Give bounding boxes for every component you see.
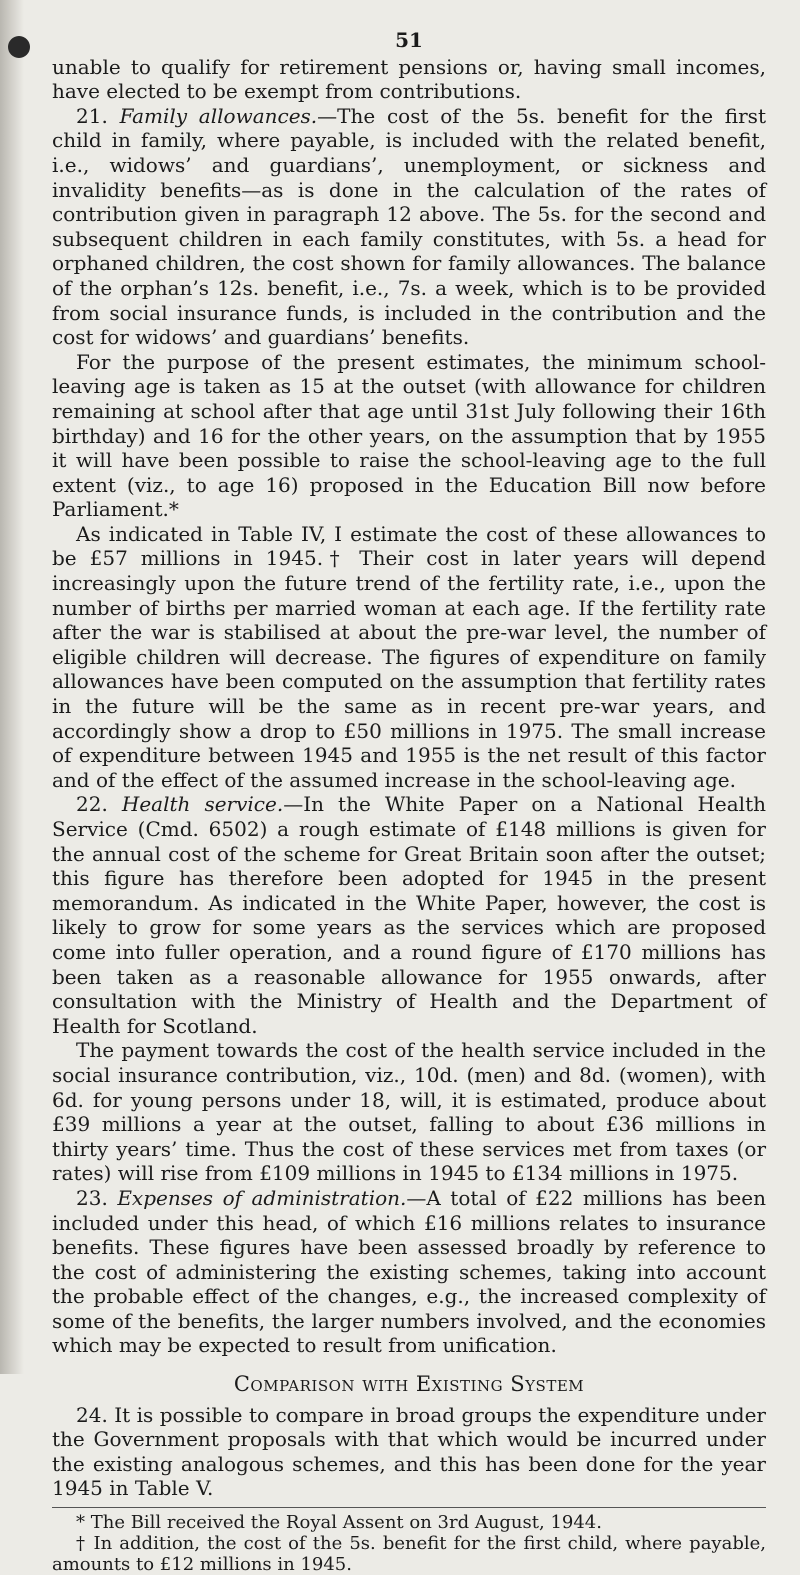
document-page: [52, 28, 766, 1575]
paragraph-heading: Expenses of administration.: [117, 1185, 407, 1210]
paragraph: [52, 522, 766, 793]
page-number: 51: [395, 28, 423, 52]
paragraph-number: 22.: [76, 792, 108, 817]
paragraph-number: 21.: [76, 103, 108, 128]
paragraph-text: For the purpose of the present estimates, the minimum school-leaving age is taken as 15 at the outset (with allowance for children remaining at school after that age until 31st July following their 16th birthday) and 16 for the other years, on the assumption that by 1955 it will have been possible to raise the school-leaving age to the full extent (viz., to age 16) proposed in the Education Bill now before Parliament.*: [52, 349, 766, 522]
page-shadow-edge: [0, 0, 24, 1374]
footnotes: [52, 1512, 766, 1575]
paragraph-number: 23.: [76, 1185, 108, 1210]
paragraph-text: —In the White Paper on a National Health Service (Cmd. 6502) a rough estimate of £148 millions is given for the annual cost of the scheme for Great Britain soon after the outset; this figure has therefore been adopted for 1945 in the present memorandum. As indicated in the White Paper, however, the cost is likely to grow for some years as the services which are proposed come into fuller operation, and a round figure of £170 millions has been taken as a reasonable allowance for 1955 onwards, after consultation with the Ministry of Health and the Department of Health for Scotland.: [52, 792, 766, 1038]
paragraph-22: [52, 792, 766, 1038]
paragraph-text: —A total of £22 millions has been included under this head, of which £16 millions relates to insurance benefits. These figures have been assessed broadly by reference to the cost of administering the existing schemes, taking into account the probable effect of the changes, e.g., the increased complexity of some of the benefits, the larger numbers involved, and the economies which may be expected to result from unification.: [52, 1185, 766, 1358]
paragraph-text: —The cost of the 5s. benefit for the first child in family, where payable, is included with the related benefit, i.e., widows’ and guardians’, unemployment, or sickness and invalidity benefits—as is done in the calculation of the rates of contribution given in paragraph 12 above. The 5s. for the second and subsequent children in each family constitutes, with 5s. a head for orphaned children, the cost shown for family allowances. The balance of the orphan’s 12s. benefit, i.e., 7s. a week, which is to be provided from social insurance funds, is included in the contribution and the cost for widows’ and guardians’ benefits.: [52, 103, 766, 350]
paragraph-continuation: [52, 55, 766, 104]
footnote-divider: [52, 1507, 766, 1508]
footnote: * The Bill received the Royal Assent on 3rd August, 1944.: [76, 1512, 602, 1534]
paragraph-21: [52, 104, 766, 350]
paragraph-text: As indicated in Table IV, I estimate the cost of these allowances to be £57 millions in 1945.† Their cost in later years will depend increasingly upon the future trend of the fertility rate, i.e., upon the number of births per married woman at each age. If the fertility rate after the war is stabilised at about the pre-war level, the number of eligible children will decrease. The figures of expenditure on family allowances have been computed on the assumption that fertility rates in the future will be the same as in recent pre-war years, and accordingly show a drop to £50 millions in 1975. The small increase of expenditure between 1945 and 1955 is the net result of this factor and of the effect of the assumed increase in the school-leaving age.: [52, 521, 766, 792]
paragraph-heading: Health service.: [121, 792, 284, 817]
paragraph-heading: Family allowances.: [119, 103, 318, 128]
paragraph-23: [52, 1186, 766, 1358]
section-heading: Comparison with Existing System: [233, 1372, 585, 1397]
paragraph-24: [52, 1403, 766, 1501]
footnote: † In addition, the cost of the 5s. benefit for the first child, where payable, amounts to £12 millions in 1945.: [52, 1533, 766, 1575]
paragraph-text: The payment towards the cost of the health service included in the social insurance contribution, viz., 10d. (men) and 8d. (women), with 6d. for young persons under 18, will, it is estimated, produce about £39 millions a year at the outset, falling to about £36 millions in thirty years’ time. Thus the cost of these services met from taxes (or rates) will rise from £109 millions in 1945 to £134 millions in 1975.: [52, 1038, 766, 1186]
paragraph-text: It is possible to compare in broad groups the expenditure under the Government proposals with that which would be incurred under the existing analogous schemes, and this has been done for the year 1945 in Table V.: [52, 1402, 766, 1501]
paragraph: [52, 350, 766, 522]
paragraph: [52, 1038, 766, 1186]
paragraph-number: 24.: [76, 1402, 108, 1427]
paragraph-text: unable to qualify for retirement pensions or, having small incomes, have elected to be exempt from contributions.: [52, 54, 766, 104]
binder-hole: [8, 36, 30, 58]
